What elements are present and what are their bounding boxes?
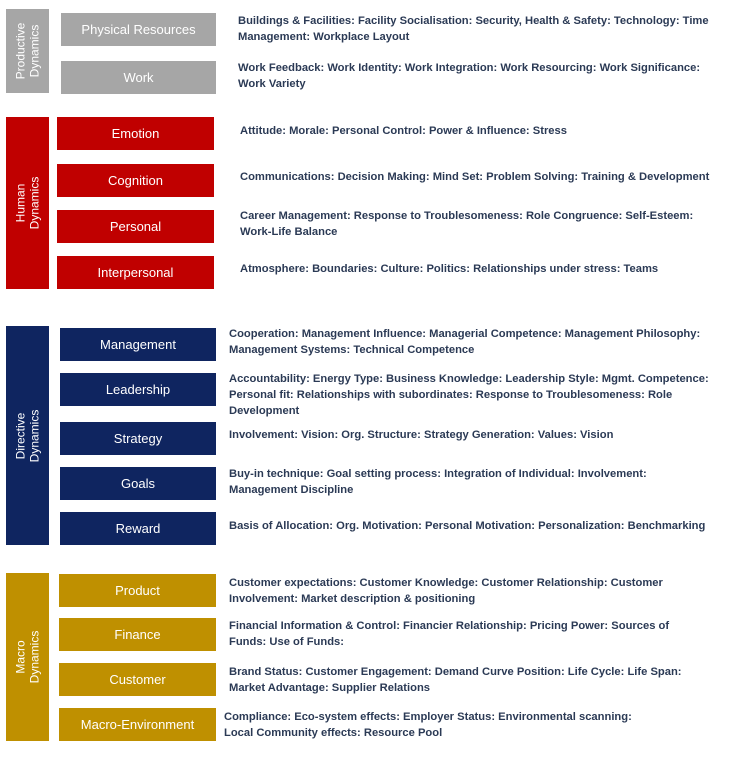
box-product: Product [59, 574, 216, 607]
desc-finance: Financial Information & Control: Financier Relationship: Pricing Power: Sources of Funds: Use of Funds: [229, 620, 670, 648]
box-interpersonal: Interpersonal [57, 256, 214, 289]
box-leadership: Leadership [60, 373, 216, 406]
box-emotion: Emotion [57, 117, 214, 150]
group-label-human: Human Dynamics [13, 176, 42, 230]
desc-strategy: Involvement: Vision: Org. Structure: Strategy Generation: Values: Vision [229, 429, 614, 441]
box-personal: Personal [57, 210, 214, 243]
group-label-macro: Macro Dynamics [13, 630, 42, 684]
group-label-directive: Directive Dynamics [13, 409, 42, 462]
box-cognition: Cognition [57, 164, 214, 197]
box-physical-resources: Physical Resources [61, 13, 216, 46]
desc-product: Customer expectations: Customer Knowledge: Customer Relationship: Customer Involvement: Market description & positioning [229, 577, 663, 605]
group-bar-human [6, 117, 49, 289]
desc-reward: Basis of Allocation: Org. Motivation: Personal Motivation: Personalization: Benchmarking [229, 520, 706, 532]
group-bar-directive [6, 326, 49, 545]
desc-interpersonal: Atmosphere: Boundaries: Culture: Politics: Relationships under stress: Teams [240, 263, 659, 275]
desc-customer: Brand Status: Customer Engagement: Demand Curve Position: Life Cycle: Life Span: Market Advantage: Supplier Relations [229, 666, 682, 694]
group-label-productive: Productive Dynamics [13, 22, 42, 80]
desc-physical-resources: Buildings & Facilities: Facility Socialisation: Security, Health & Safety: Technology: Time Management: Workplace Layout [238, 15, 709, 43]
box-strategy: Strategy [60, 422, 216, 455]
desc-cognition: Communications: Decision Making: Mind Set: Problem Solving: Training & Development [240, 171, 710, 183]
desc-emotion: Attitude: Morale: Personal Control: Power & Influence: Stress [240, 125, 567, 137]
box-goals: Goals [60, 467, 216, 500]
box-reward: Reward [60, 512, 216, 545]
desc-management: Cooperation: Management Influence: Managerial Competence: Management Philosophy: Management Systems: Technical Competence [229, 328, 701, 356]
box-customer: Customer [59, 663, 216, 696]
desc-leadership: Accountability: Energy Type: Business Knowledge: Leadership Style: Mgmt. Competence: Personal fit: Relationships with subordinates: Response to Troublesomeness: Role Development [229, 373, 709, 417]
box-macro-environment: Macro-Environment [59, 708, 216, 741]
box-finance: Finance [59, 618, 216, 651]
desc-macro-environment: Compliance: Eco-system effects: Employer Status: Environmental scanning: Local Community effects: Resource Pool [224, 711, 632, 739]
box-management: Management [60, 328, 216, 361]
box-work: Work [61, 61, 216, 94]
group-bar-macro [6, 573, 49, 741]
desc-personal: Career Management: Response to Troublesomeness: Role Congruence: Self-Esteem: Work-Life Balance [240, 210, 694, 238]
group-bar-productive [6, 9, 49, 93]
desc-goals: Buy-in technique: Goal setting process: Integration of Individual: Involvement: Management Discipline [229, 468, 647, 496]
desc-work: Work Feedback: Work Identity: Work Integration: Work Resourcing: Work Significance: Work Variety [238, 62, 701, 90]
